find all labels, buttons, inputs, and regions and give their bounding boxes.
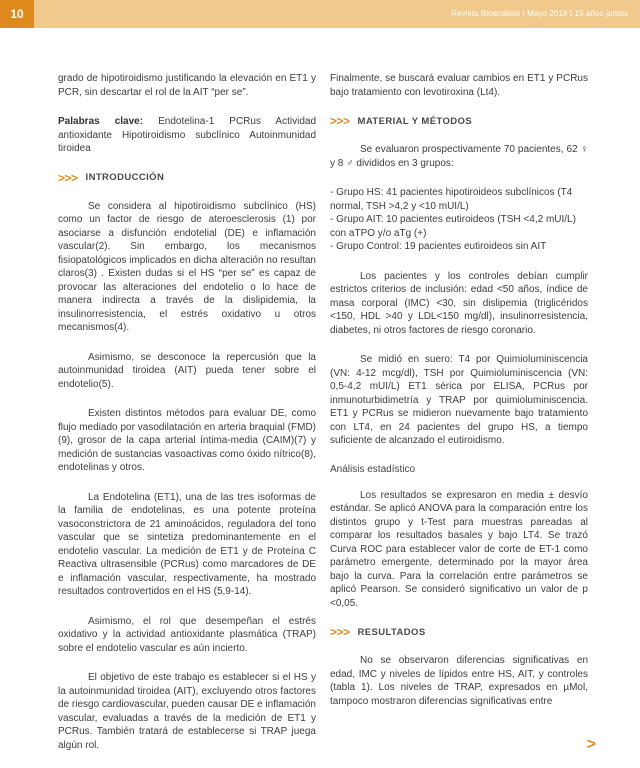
subheading-analisis: Análisis estadístico: [330, 463, 416, 475]
paragraph: No se observaron diferencias significativas en edad, IMC y niveles de lípidos entre HS, AIT, y controles (tabla 1). Los niveles de TRAP, expresados en µMol, tampoco mostraron diferencias significativas entre: [330, 655, 588, 707]
paragraph: Se evaluaron prospectivamente 70 pacientes, 62 ♀ y 8 ♂ divididos en 3 grupos:: [330, 144, 588, 169]
list-item: - Grupo AIT: 10 pacientes eutiroideos (TSH <4,2 mUI/L) con aTPO y/o aTg (+): [330, 214, 576, 239]
paragraph: Asimismo, el rol que desempeñan el estrés oxidativo y la actividad antioxidante plasmática (TRAP) sobre el endotelio vascular es aún incierto.: [58, 615, 316, 654]
page-number: 10: [0, 0, 34, 28]
paragraph: La Endotelina (ET1), una de las tres isoformas de la familia de endotelinas, es una potente proteína vasoconstrictora de 21 aminoácidos, reguladora del tono vascular que se sintetiza predominantemente en el endotelio vascular. La medición de ET1 y de Proteína C Reactiva ultrasensible (PCRus) como marcadores de DE e inflamación vascular, respectivamente, ha mostrado resultados controvertidos en el HS (5,9-14).: [58, 491, 316, 597]
list-item: - Grupo Control: 19 pacientes eutiroideos sin AIT: [330, 241, 547, 252]
paragraph: Existen distintos métodos para evaluar DE, como flujo mediado por vasodilatación en arteria braquial (FMD)(9), grosor de la capa arterial íntima-media (CAIM)(7) y medición de sustancias vasoactivas como óxido nítrico(8), endotelinas y otros.: [58, 408, 316, 473]
intro-continuation: grado de hipotiroidismo justificando la elevación en ET1 y PCR, sin descartar el rol de la AIT “per se”.: [58, 73, 316, 98]
chevron-right-icon: >>>: [330, 625, 350, 639]
chevron-right-icon: >>>: [58, 170, 78, 185]
next-page-arrow-icon[interactable]: >: [586, 736, 596, 753]
heading-text: MATERIAL Y MÉTODOS: [357, 115, 473, 127]
right-column: [330, 72, 588, 708]
keywords-label: Palabras clave:: [58, 116, 144, 127]
paragraph: Se midió en suero: T4 por Quimioluminiscencia (VN: 4-12 mcg/dl), TSH por Quimioluminiscencia (VN: 0,5-4,2 mUI/L) ET1 sérica por ELISA, PCRus por inmunoturbidimetría y TRAP por quimioluminiscencia. ET1 y PCRus se midieron nuevamente bajo tratamiento con LT4, en 24 pacientes del grupo HS, a tiempo suficiente de alcanzado el eutiroidismo.: [330, 354, 588, 446]
heading-resultados: [330, 624, 588, 640]
heading-material-metodos: [330, 113, 588, 129]
keywords: [58, 115, 316, 156]
paragraph: Se considera al hipotiroidismo subclínico (HS) como un factor de riesgo de ateroesclerosis (1) por asociarse a disfunción endotelial (DE) e inflamación vascular(2). Sin embargo, los mecanismos fisiopatológicos implicados en dicha alteración no resultan claros(3) . Existen dudas si el HS “per se” es capaz de provocar las alteraciones del endotelio o lo hace de manera indirecta a través de la dislipidemia, la insulinorresistencia, el estrés oxidativo u otros mecanismos(4).: [58, 200, 316, 333]
paragraph: Los pacientes y los controles debían cumplir estrictos criterios de inclusión: edad <50 años, índice de masa corporal (IMC) <30, sin dislipemia (triglicéridos <150, HDL >40 y LDL<150 mg/dl), insulinorresistencia, diabetes, ni otros factores de riesgo coronario.: [330, 270, 588, 336]
list-item: - Grupo HS: 41 pacientes hipotiroideos subclínicos (T4 normal, TSH >4,2 y <10 mUI/L): [330, 187, 573, 212]
heading-text: INTRODUCCIÓN: [85, 172, 165, 183]
paragraph: Asimismo, se desconoce la repercusión que la autoinmunidad tiroidea (AIT) pueda tener sobre el endotelio(5).: [58, 351, 316, 390]
journal-info: Revista Bioanálisis I Mayo 2018 I 15 años juntos: [451, 9, 628, 18]
heading-introduccion: [58, 170, 316, 186]
paragraph: Finalmente, se buscará evaluar cambios en ET1 y PCRus bajo tratamiento con levotiroxina (Lt4).: [330, 73, 588, 98]
paragraph: Los resultados se expresaron en media ± desvío estándar. Se aplicó ANOVA para la comparación entre los distintos grupo y t-Test para muestras pareadas al comparar los resultados basales y bajo LT4. Se trazó Curva ROC para establecer valor de corte de ET-1 como parámetro emergente, determinado por la mayor área bajo la curva. Para la correlación entre parámetros se aplicó Pearson. Se consideró significativo un valor de p <0,05.: [330, 489, 588, 609]
chevron-right-icon: >>>: [330, 114, 350, 128]
left-column: [58, 72, 316, 752]
keywords-text: Endotelina-1 PCRus Actividad antioxidante Hipotiroidismo subclínico Autoinmunidad tiroidea: [58, 116, 317, 154]
header-bar: [0, 0, 640, 28]
paragraph: El objetivo de este trabajo es establecer si el HS y la autoinmunidad tiroidea (AIT), excluyendo otros factores de riesgo cardiovascular, pueden causar DE e inflamación vascular, evaluadas a través de la medición de ET1 y PCRus. También tratará de establecerse si TRAP juega algún rol.: [58, 672, 316, 751]
heading-text: RESULTADOS: [357, 626, 426, 638]
